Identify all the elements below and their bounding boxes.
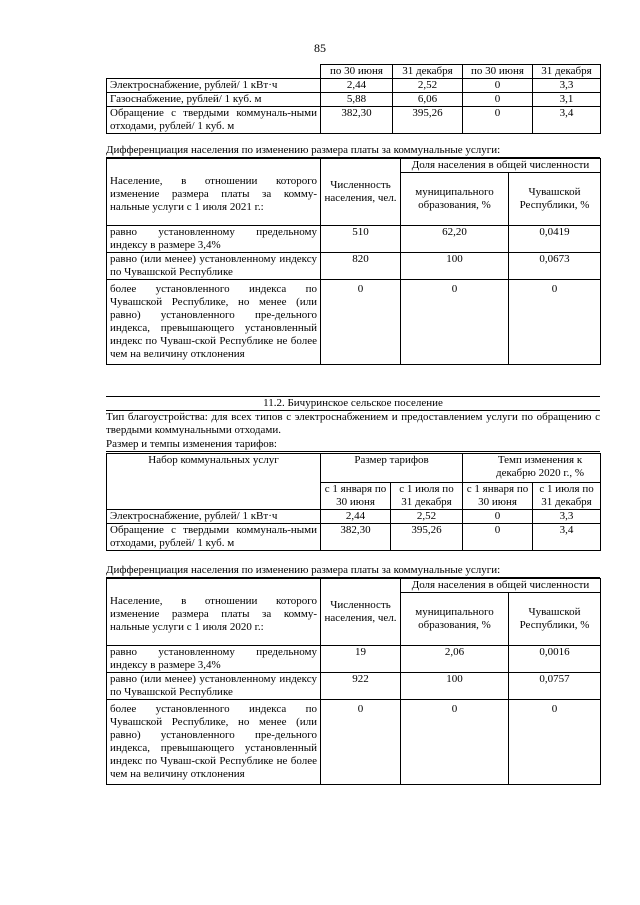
header-cell: Доля населения в общей численности xyxy=(401,579,601,593)
value-cell: 0 xyxy=(509,280,601,365)
category-cell: более установленного индекса по Чувашской Республике, но менее (или равно) установленного пре-дельного индекса, превышающего установленный индекс по Чуваш-ской Республике не более чем на величину отклонения xyxy=(107,280,321,365)
value-cell: 2,44 xyxy=(321,79,393,93)
value-cell: 19 xyxy=(321,646,401,673)
value-cell: 382,30 xyxy=(321,107,393,134)
tariff-table-1 xyxy=(106,64,600,134)
category-cell: равно (или менее) установленному индексу по Чувашской Республике xyxy=(107,673,321,700)
header-cell: с 1 января по 30 июня xyxy=(463,483,533,510)
value-cell: 922 xyxy=(321,673,401,700)
category-cell: равно установленному предельному индексу в размере 3,4% xyxy=(107,646,321,673)
table-row xyxy=(107,673,601,700)
value-cell: 100 xyxy=(401,673,509,700)
value-cell: 0 xyxy=(401,280,509,365)
value-cell: 3,3 xyxy=(533,510,601,524)
header-cell: 31 декабря xyxy=(533,65,601,79)
table-row xyxy=(107,510,601,524)
table-header-row xyxy=(107,159,601,173)
rates-title: Размер и темпы изменения тарифов: xyxy=(106,438,600,452)
header-cell: с 1 июля по 31 декабря xyxy=(533,483,601,510)
table-row xyxy=(107,79,601,93)
value-cell: 0,0673 xyxy=(509,253,601,280)
value-cell: 3,1 xyxy=(533,93,601,107)
header-cell: с 1 января по 30 июня xyxy=(321,483,391,510)
header-cell: муниципального образования, % xyxy=(401,593,509,646)
header-cell: Темп изменения к декабрю 2020 г., % xyxy=(463,454,601,483)
value-cell: 0 xyxy=(401,700,509,785)
header-cell: муниципального образования, % xyxy=(401,173,509,226)
value-cell: 395,26 xyxy=(391,524,463,551)
value-cell: 100 xyxy=(401,253,509,280)
type-text: Тип благоустройства: для всех типов с электроснабжением и предоставлением услуги по обращению с твердыми коммунальными отходами. xyxy=(106,411,600,436)
diff-title-1: Дифференциация населения по изменению размера платы за коммунальные услуги: xyxy=(106,144,600,158)
table-row xyxy=(107,93,601,107)
value-cell: 0,0419 xyxy=(509,226,601,253)
header-cell: Численность населения, чел. xyxy=(321,579,401,646)
value-cell: 2,52 xyxy=(391,510,463,524)
service-cell: Газоснабжение, рублей/ 1 куб. м xyxy=(107,93,321,107)
value-cell: 2,52 xyxy=(393,79,463,93)
value-cell: 0 xyxy=(463,510,533,524)
table-row xyxy=(107,280,601,365)
population-table-1 xyxy=(106,158,600,365)
header-cell: Чувашской Республики, % xyxy=(509,173,601,226)
value-cell: 3,4 xyxy=(533,524,601,551)
value-cell: 0,0016 xyxy=(509,646,601,673)
header-cell: с 1 июля по 31 декабря xyxy=(391,483,463,510)
value-cell: 62,20 xyxy=(401,226,509,253)
table-header-row xyxy=(107,579,601,593)
value-cell: 395,26 xyxy=(393,107,463,134)
value-cell: 3,4 xyxy=(533,107,601,134)
value-cell: 0,0757 xyxy=(509,673,601,700)
diff-title-2: Дифференциация населения по изменению размера платы за коммунальные услуги: xyxy=(106,564,600,578)
value-cell: 2,44 xyxy=(321,510,391,524)
tariff-table-2 xyxy=(106,453,600,551)
header-cell: Чувашской Республики, % xyxy=(509,593,601,646)
header-cell: Население, в отношении которого изменение размера платы за комму-нальные услуги с 1 июля 2020 г.: xyxy=(107,579,321,646)
header-cell xyxy=(107,65,321,79)
value-cell: 0 xyxy=(509,700,601,785)
section-title: 11.2. Бичуринское сельское поселение xyxy=(106,396,600,410)
header-cell: по 30 июня xyxy=(463,65,533,79)
table-header-row xyxy=(107,454,601,483)
page-number: 85 xyxy=(314,41,326,55)
table-row xyxy=(107,524,601,551)
header-cell: Набор коммунальных услуг xyxy=(107,454,321,510)
table-row xyxy=(107,107,601,134)
value-cell: 510 xyxy=(321,226,401,253)
table-header-row xyxy=(107,65,601,79)
value-cell: 0 xyxy=(321,280,401,365)
value-cell: 0 xyxy=(463,524,533,551)
population-table-2 xyxy=(106,578,600,785)
category-cell: более установленного индекса по Чувашской Республике, но менее (или равно) установленного пре-дельного индекса, превышающего установленный индекс по Чуваш-ской Республике не более чем на величину отклонения xyxy=(107,700,321,785)
header-cell: Население, в отношении которого изменение размера платы за комму-нальные услуги с 1 июля 2021 г.: xyxy=(107,159,321,226)
service-cell: Обращение с твердыми коммуналь-ными отходами, рублей/ 1 куб. м xyxy=(107,524,321,551)
value-cell: 0 xyxy=(463,107,533,134)
value-cell: 0 xyxy=(463,93,533,107)
table-row xyxy=(107,646,601,673)
value-cell: 820 xyxy=(321,253,401,280)
category-cell: равно установленному предельному индексу в размере 3,4% xyxy=(107,226,321,253)
value-cell: 2,06 xyxy=(401,646,509,673)
value-cell: 0 xyxy=(463,79,533,93)
table-row xyxy=(107,700,601,785)
header-cell: 31 декабря xyxy=(393,65,463,79)
service-cell: Электроснабжение, рублей/ 1 кВт·ч xyxy=(107,510,321,524)
value-cell: 0 xyxy=(321,700,401,785)
header-cell: Размер тарифов xyxy=(321,454,463,483)
value-cell: 382,30 xyxy=(321,524,391,551)
table-row xyxy=(107,253,601,280)
header-cell: по 30 июня xyxy=(321,65,393,79)
header-cell: Доля населения в общей численности xyxy=(401,159,601,173)
category-cell: равно (или менее) установленному индексу по Чувашской Республике xyxy=(107,253,321,280)
table-row xyxy=(107,226,601,253)
service-cell: Электроснабжение, рублей/ 1 кВт·ч xyxy=(107,79,321,93)
value-cell: 3,3 xyxy=(533,79,601,93)
service-cell: Обращение с твердыми коммуналь-ными отходами, рублей/ 1 куб. м xyxy=(107,107,321,134)
value-cell: 6,06 xyxy=(393,93,463,107)
header-cell: Численность населения, чел. xyxy=(321,159,401,226)
value-cell: 5,88 xyxy=(321,93,393,107)
